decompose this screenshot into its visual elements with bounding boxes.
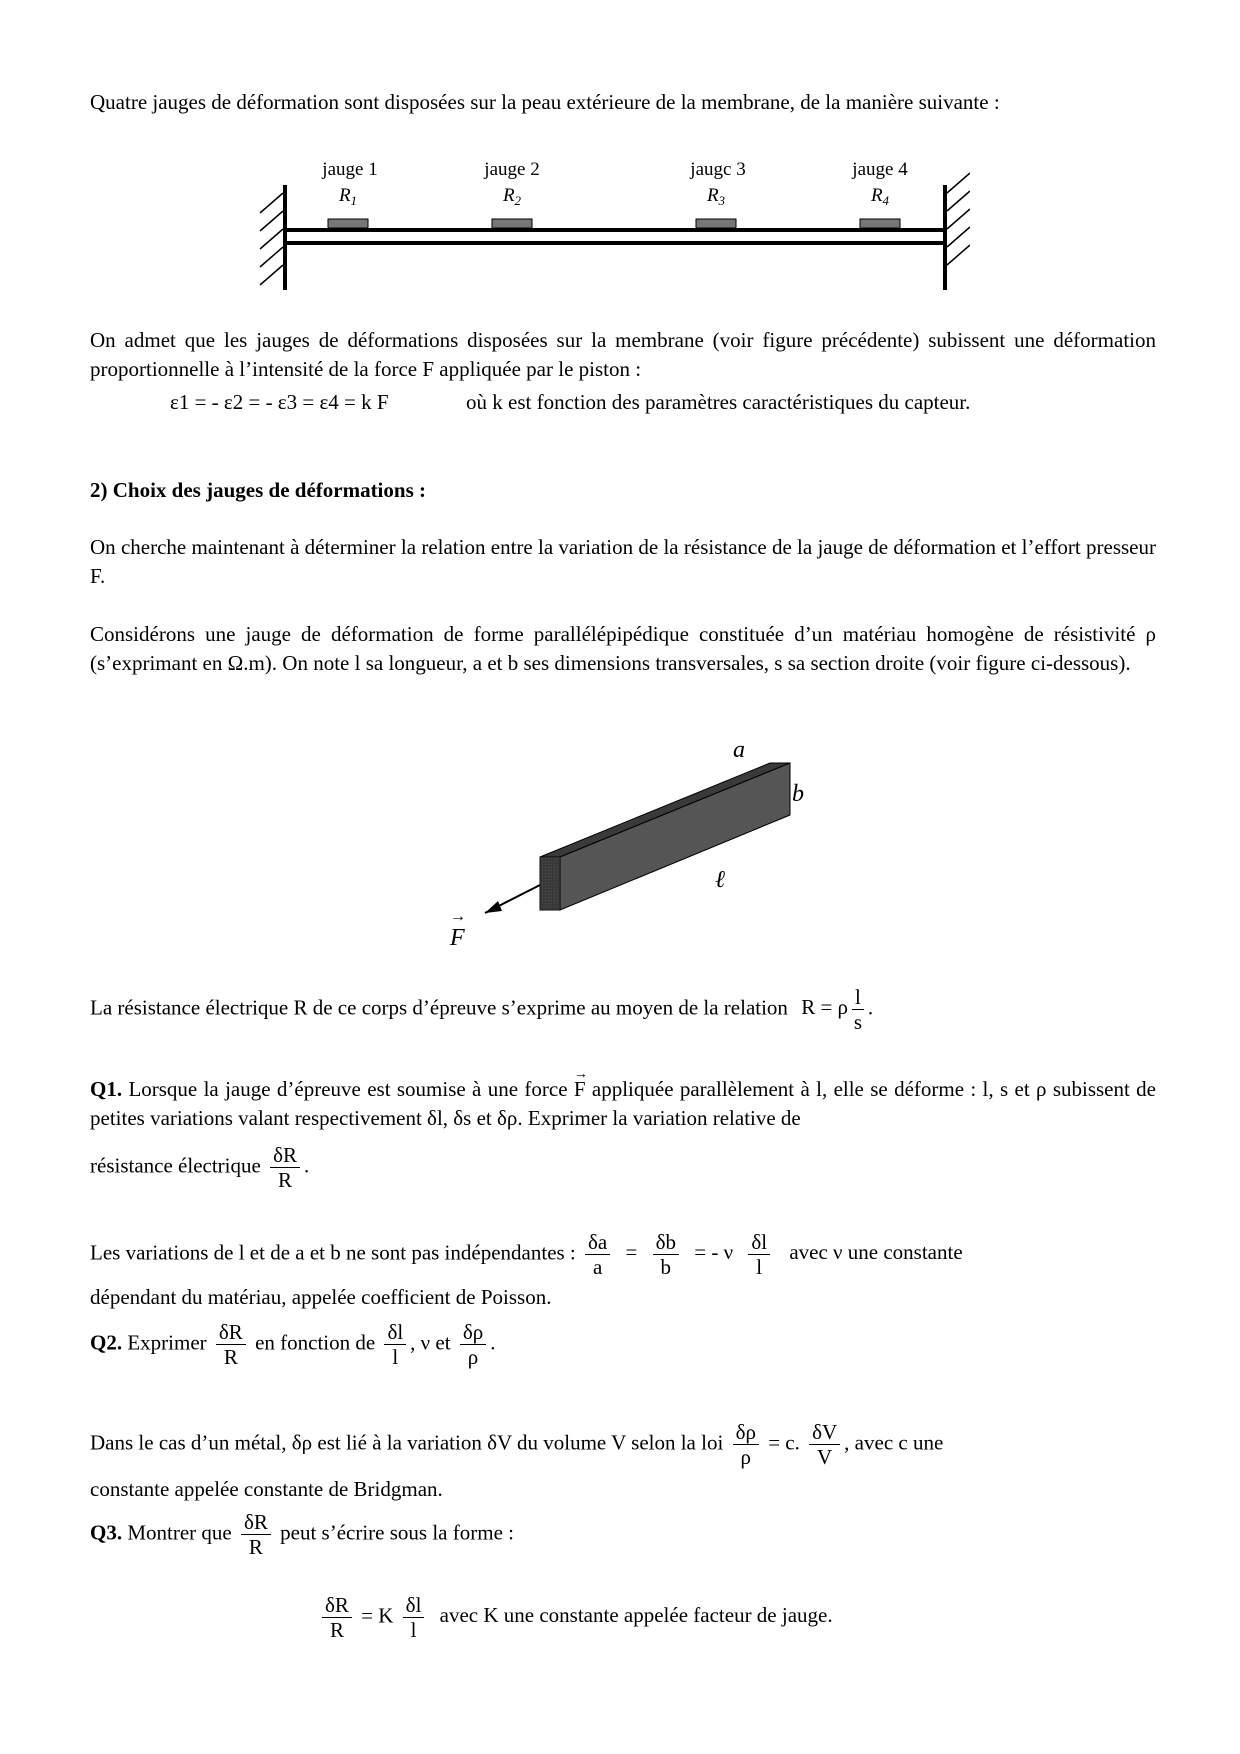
resistance-line: La résistance électrique R de ce corps d’épreuve s’exprime au moyen de la relation R = ρ $\frac{l}{s}$ . bbox=[90, 985, 874, 1034]
section-title: 2) Choix des jauges de déformations : bbox=[90, 478, 426, 502]
q1-end: résistance électrique $\frac{\delta R}{R}$ . bbox=[90, 1143, 310, 1192]
label-F-arrow: → bbox=[450, 908, 466, 925]
label-F: F bbox=[450, 925, 465, 951]
svg-text:jauge 1: jauge 1 bbox=[322, 159, 378, 180]
svg-text:R3: $R_3$ bbox=[706, 185, 726, 208]
final-formula: $\frac{\delta R}{R}$ = K $\frac{\delta l}{l}$ avec K une constante appelée facteur de jauge. bbox=[318, 1593, 833, 1642]
label-b: b bbox=[792, 781, 804, 807]
label-a: a bbox=[733, 737, 745, 763]
gauge-2 bbox=[483, 159, 539, 228]
svg-text:R1: $R_1$ bbox=[338, 185, 358, 208]
q3-text: Q3. Montrer que $\frac{\delta R}{R}$ peut s’écrire sous la forme : bbox=[90, 1510, 514, 1559]
gauge-block-figure bbox=[440, 735, 820, 955]
bridgman-line: Dans le cas d’un métal, δρ est lié à la variation δV du volume V selon la loi $\frac{\delta\rho}{\rho}$ = c. $\frac{\delta V}{V}$ , avec c une bbox=[90, 1420, 944, 1469]
gauge-4 bbox=[851, 159, 908, 228]
strain-note: où k est fonction des paramètres caractéristiques du capteur. bbox=[466, 390, 971, 414]
paragraph-2: Considérons une jauge de déformation de forme parallélépipédique constituée d’un matériau homogène de résistivité ρ (s’exprimant en Ω.m). On note l sa longueur, a et b ses dimensions transversales, s sa section droite (voir figure ci-dessous). bbox=[90, 622, 1156, 675]
admit-text: On admet que les jauges de déformations disposées sur la membrane (voir figure précédente) subissent une déformation proportionnelle à l’intensité de la force F appliquée par le piston : bbox=[90, 328, 1156, 381]
bridgman-end: constante appelée constante de Bridgman. bbox=[90, 1477, 443, 1501]
svg-text:jauge 4: jauge 4 bbox=[852, 159, 908, 180]
q2-text: Q2. Exprimer $\frac{\delta R}{R}$ en fonction de $\frac{\delta l}{l}$ , ν et $\frac{\delta\rho}{\rho}$ . bbox=[90, 1320, 496, 1369]
membrane-figure bbox=[250, 155, 970, 295]
paragraph-1: On cherche maintenant à déterminer la relation entre la variation de la résistance de la jauge de déformation et l’effort presseur F. bbox=[90, 535, 1156, 588]
gauge-3 bbox=[689, 159, 745, 228]
intro-text: Quatre jauges de déformation sont disposées sur la peau extérieure de la membrane, de la manière suivante : bbox=[90, 90, 1000, 114]
svg-text:jaugc 3: jaugc 3 bbox=[690, 159, 746, 180]
svg-text:R2: $R_2$ bbox=[502, 185, 522, 208]
strain-equation: ε1 = - ε2 = - ε3 = ε4 = k F bbox=[170, 390, 389, 414]
q1-text: Q1. Lorsque la jauge d’épreuve est soumise à une force → F appliquée parallèlement à l, elle se déforme : l, s et ρ subissent de petites variations valant respectivement δl, δs et δρ. Exprimer la variation relative de bbox=[90, 1075, 1156, 1133]
poisson-end: dépendant du matériau, appelée coefficient de Poisson. bbox=[90, 1285, 552, 1309]
poisson-line: Les variations de l et de a et b ne sont pas indépendantes : $\frac{\delta a}{a}$ = $\frac{\delta b}{b}$ = - ν $\frac{\delta l}{l}$ avec ν une constante bbox=[90, 1230, 963, 1279]
svg-text:R4: $R_4$ bbox=[870, 185, 890, 208]
gauge-1 bbox=[321, 159, 377, 228]
label-l: ℓ bbox=[715, 867, 725, 893]
svg-text:jauge 2: jauge 2 bbox=[484, 159, 540, 180]
